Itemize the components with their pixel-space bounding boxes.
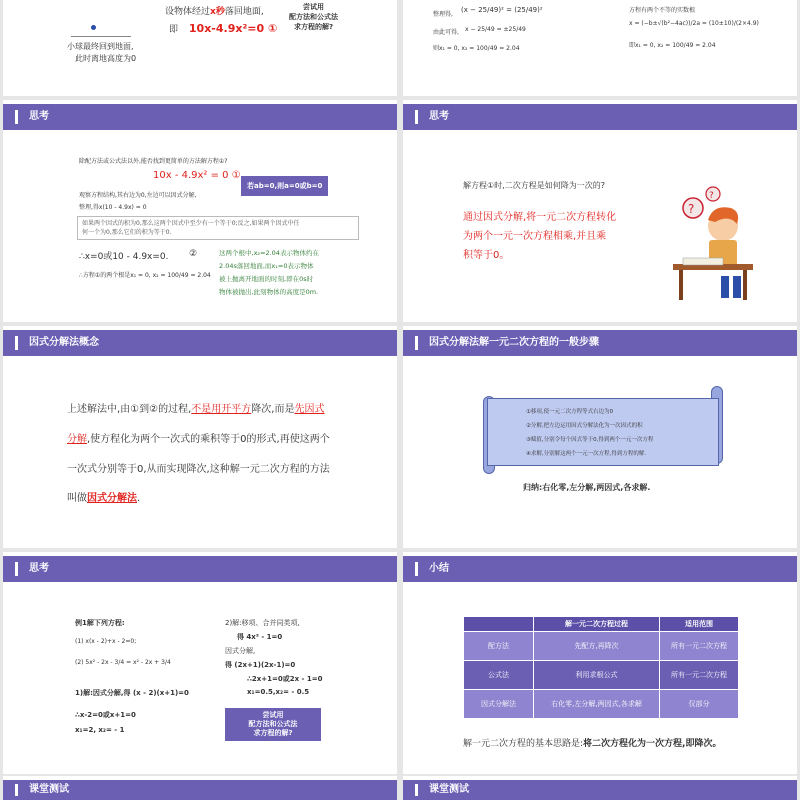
table-cell: 利用求根公式 bbox=[534, 661, 660, 690]
equation-2-marker: ② bbox=[189, 249, 198, 259]
table-cell: 仅部分 bbox=[660, 690, 739, 719]
table-header-cell: 适用范围 bbox=[660, 617, 739, 632]
table-cell: 先配方,再降次 bbox=[534, 632, 660, 661]
table-row bbox=[464, 661, 739, 690]
slide-header: 课堂测试 bbox=[403, 780, 797, 800]
table-header-row bbox=[464, 617, 739, 632]
concept-line-1: 上述解法中,由①到②的过程,不是用开平方降次,而是先因式 bbox=[67, 404, 325, 415]
concept-line-4: 叫做因式分解法. bbox=[67, 493, 141, 504]
formula-complete-square: (x − 25/49)² = (25/49)² bbox=[461, 6, 543, 14]
explain-2: 2.04s落回地面,而x₁=0表示物体 bbox=[219, 262, 314, 270]
ground-line bbox=[71, 36, 131, 37]
explain-4: 物体被抛出,此刻物体的高度是0m. bbox=[219, 288, 319, 296]
two-roots-note: 方程有两个不等的实数根 bbox=[629, 7, 696, 14]
solution-1-roots: x₁=2, x₂= - 1 bbox=[75, 726, 125, 734]
slide-header: 课堂测试 bbox=[3, 780, 397, 800]
step-derive: 由此可得, bbox=[433, 29, 459, 36]
slide-header: 因式分解法解一元二次方程的一般步骤 bbox=[403, 330, 797, 356]
slide-summary bbox=[403, 552, 797, 774]
slide-think-reduce bbox=[403, 100, 797, 322]
slide-quiz-left bbox=[3, 776, 397, 800]
organize-line: 整理,得x(10 - 4.9x) = 0 bbox=[79, 204, 147, 211]
solution-2-step-1: 2)解:移项、合并同类项, bbox=[225, 619, 300, 627]
thinking-student-illustration bbox=[653, 180, 763, 304]
table-cell: 配方法 bbox=[464, 632, 534, 661]
equation-line: 即 10x-4.9x²=0 ① bbox=[169, 22, 278, 35]
table-cell: 所有一元二次方程 bbox=[660, 632, 739, 661]
slide-header: 因式分解法概念 bbox=[3, 330, 397, 356]
ball-dot bbox=[91, 25, 96, 30]
table-cell: 公式法 bbox=[464, 661, 534, 690]
steps-summary: 归纳:右化零,左分解,两因式,各求解. bbox=[523, 483, 651, 492]
slide-general-steps bbox=[403, 326, 797, 548]
table-header-cell: 解一元二次方程过程 bbox=[534, 617, 660, 632]
solution-2-step-5: ∴2x+1=0或2x - 1=0 bbox=[247, 675, 323, 683]
formula-derive: x − 25/49 = ±25/49 bbox=[465, 26, 526, 33]
split-equation: ∴x=0或10 - 4.9x=0. bbox=[79, 252, 169, 262]
quadratic-formula: x = (−b±√(b²−4ac))/2a = (10±10)/(2×4.9) bbox=[629, 20, 759, 27]
table-row bbox=[464, 632, 739, 661]
concept-line-3: 一次式分别等于0,从而实现降次,这种解一元二次方程的方法 bbox=[67, 464, 330, 475]
slide-vertical-throw bbox=[3, 0, 397, 96]
table-cell: 因式分解法 bbox=[464, 690, 534, 719]
slide-header: 小结 bbox=[403, 556, 797, 582]
slide-example-1 bbox=[3, 552, 397, 774]
solution-2-step-4: 得 (2x+1)(2x-1)=0 bbox=[225, 661, 296, 669]
answer-1: 通过因式分解,将一元二次方程转化 bbox=[463, 212, 617, 223]
question: 解方程①时,二次方程是如何降为一次的? bbox=[463, 181, 605, 190]
question: 除配方法或公式法以外,能否找到更简单的方法解方程①? bbox=[79, 158, 228, 165]
equation-1: 10x - 4.9x² = 0 ① bbox=[153, 170, 241, 181]
summary-table bbox=[463, 616, 739, 719]
step-organize: 整理得, bbox=[433, 11, 453, 18]
answer-3: 积等于0。 bbox=[463, 250, 510, 261]
table-cell: 所有一元二次方程 bbox=[660, 661, 739, 690]
slide-header: 思考 bbox=[3, 104, 397, 130]
table-row bbox=[464, 690, 739, 719]
step-3: ③赋值,分别令每个因式等于0,得到两个一元一次方程 bbox=[526, 437, 654, 443]
solution-1-step-2: ∴x-2=0或x+1=0 bbox=[75, 711, 136, 719]
steps-scroll bbox=[487, 398, 719, 466]
step-4: ④求解,分别解这两个一元一次方程,得到方程的解. bbox=[526, 451, 647, 457]
solution-1-step-1: 1)解:因式分解,得 (x - 2)(x+1)=0 bbox=[75, 689, 189, 697]
problem-1: (1) x(x - 2)+x - 2=0; bbox=[75, 638, 137, 645]
assumption-line: 设物体经过x秒落回地面, bbox=[165, 7, 264, 17]
explain-1: 这两个根中,x₂=2.04表示物体约在 bbox=[219, 249, 319, 257]
try-methods-note: 尝试用 配方法和公式法 求方程的解? bbox=[289, 3, 338, 31]
problem-2: (2) 5x² - 2x - 3/4 = x² - 2x + 3/4 bbox=[75, 659, 171, 666]
slide-think-factor bbox=[3, 100, 397, 322]
ball-caption-1: 小球最终回到地面, bbox=[67, 42, 134, 51]
observe-line: 观察方程结构,其右边为0,左边可以因式分解, bbox=[79, 192, 197, 199]
slide-header: 思考 bbox=[403, 104, 797, 130]
explain-3: 被上抛离开地面的时刻,即在0s时 bbox=[219, 275, 314, 283]
step-1: ①移项,使一元二次方程等式右边为0 bbox=[526, 409, 614, 415]
rule-tag: 若ab=0,则a=0或b=0 bbox=[241, 176, 328, 196]
summary-conclusion: 解一元二次方程的基本思路是:将二次方程化为一次方程,即降次。 bbox=[463, 739, 722, 749]
svg-text:?: ? bbox=[688, 202, 695, 216]
step-2: ②分解,把左边运用因式分解法化为一次因式的积 bbox=[526, 423, 643, 429]
concept-line-2: 分解,使方程化为两个一次式的乘积等于0的形式,再使这两个 bbox=[67, 434, 330, 445]
slide-header: 思考 bbox=[3, 556, 397, 582]
table-header-cell bbox=[464, 617, 534, 632]
roots-statement: ∴方程①的两个根是x₁ = 0, x₂ = 100/49 = 2.04 bbox=[79, 272, 211, 279]
svg-text:?: ? bbox=[709, 191, 714, 201]
solution-2-roots: x₁=0.5,x₂= - 0.5 bbox=[247, 688, 310, 696]
slide-factor-concept bbox=[3, 326, 397, 548]
solution-2-step-3: 因式分解, bbox=[225, 647, 256, 655]
example-title: 例1解下列方程: bbox=[75, 619, 125, 627]
solution-2-step-2: 得 4x² - 1=0 bbox=[237, 633, 283, 641]
slide-quiz-right bbox=[403, 776, 797, 800]
ball-caption-2: 此时离地高度为0 bbox=[75, 54, 137, 63]
slide-solution-methods bbox=[403, 0, 797, 96]
roots-left: 则x₁ = 0, x₂ = 100/49 = 2.04 bbox=[433, 45, 520, 52]
try-methods-bubble: 尝试用 配方法和公式法 求方程的解? bbox=[225, 708, 321, 741]
table-cell: 右化零,左分解,两因式,各求解 bbox=[534, 690, 660, 719]
roots-right: 即x₁ = 0, x₂ = 100/49 = 2.04 bbox=[629, 42, 716, 49]
zero-product-box: 如果两个因式的积为0,那么这两个因式中至少有一个等于0;反之,如果两个因式中任 何一个为0,那么它们的积为等于0. bbox=[77, 216, 359, 240]
answer-2: 为两个一元一次方程相乘,并且乘 bbox=[463, 231, 607, 242]
